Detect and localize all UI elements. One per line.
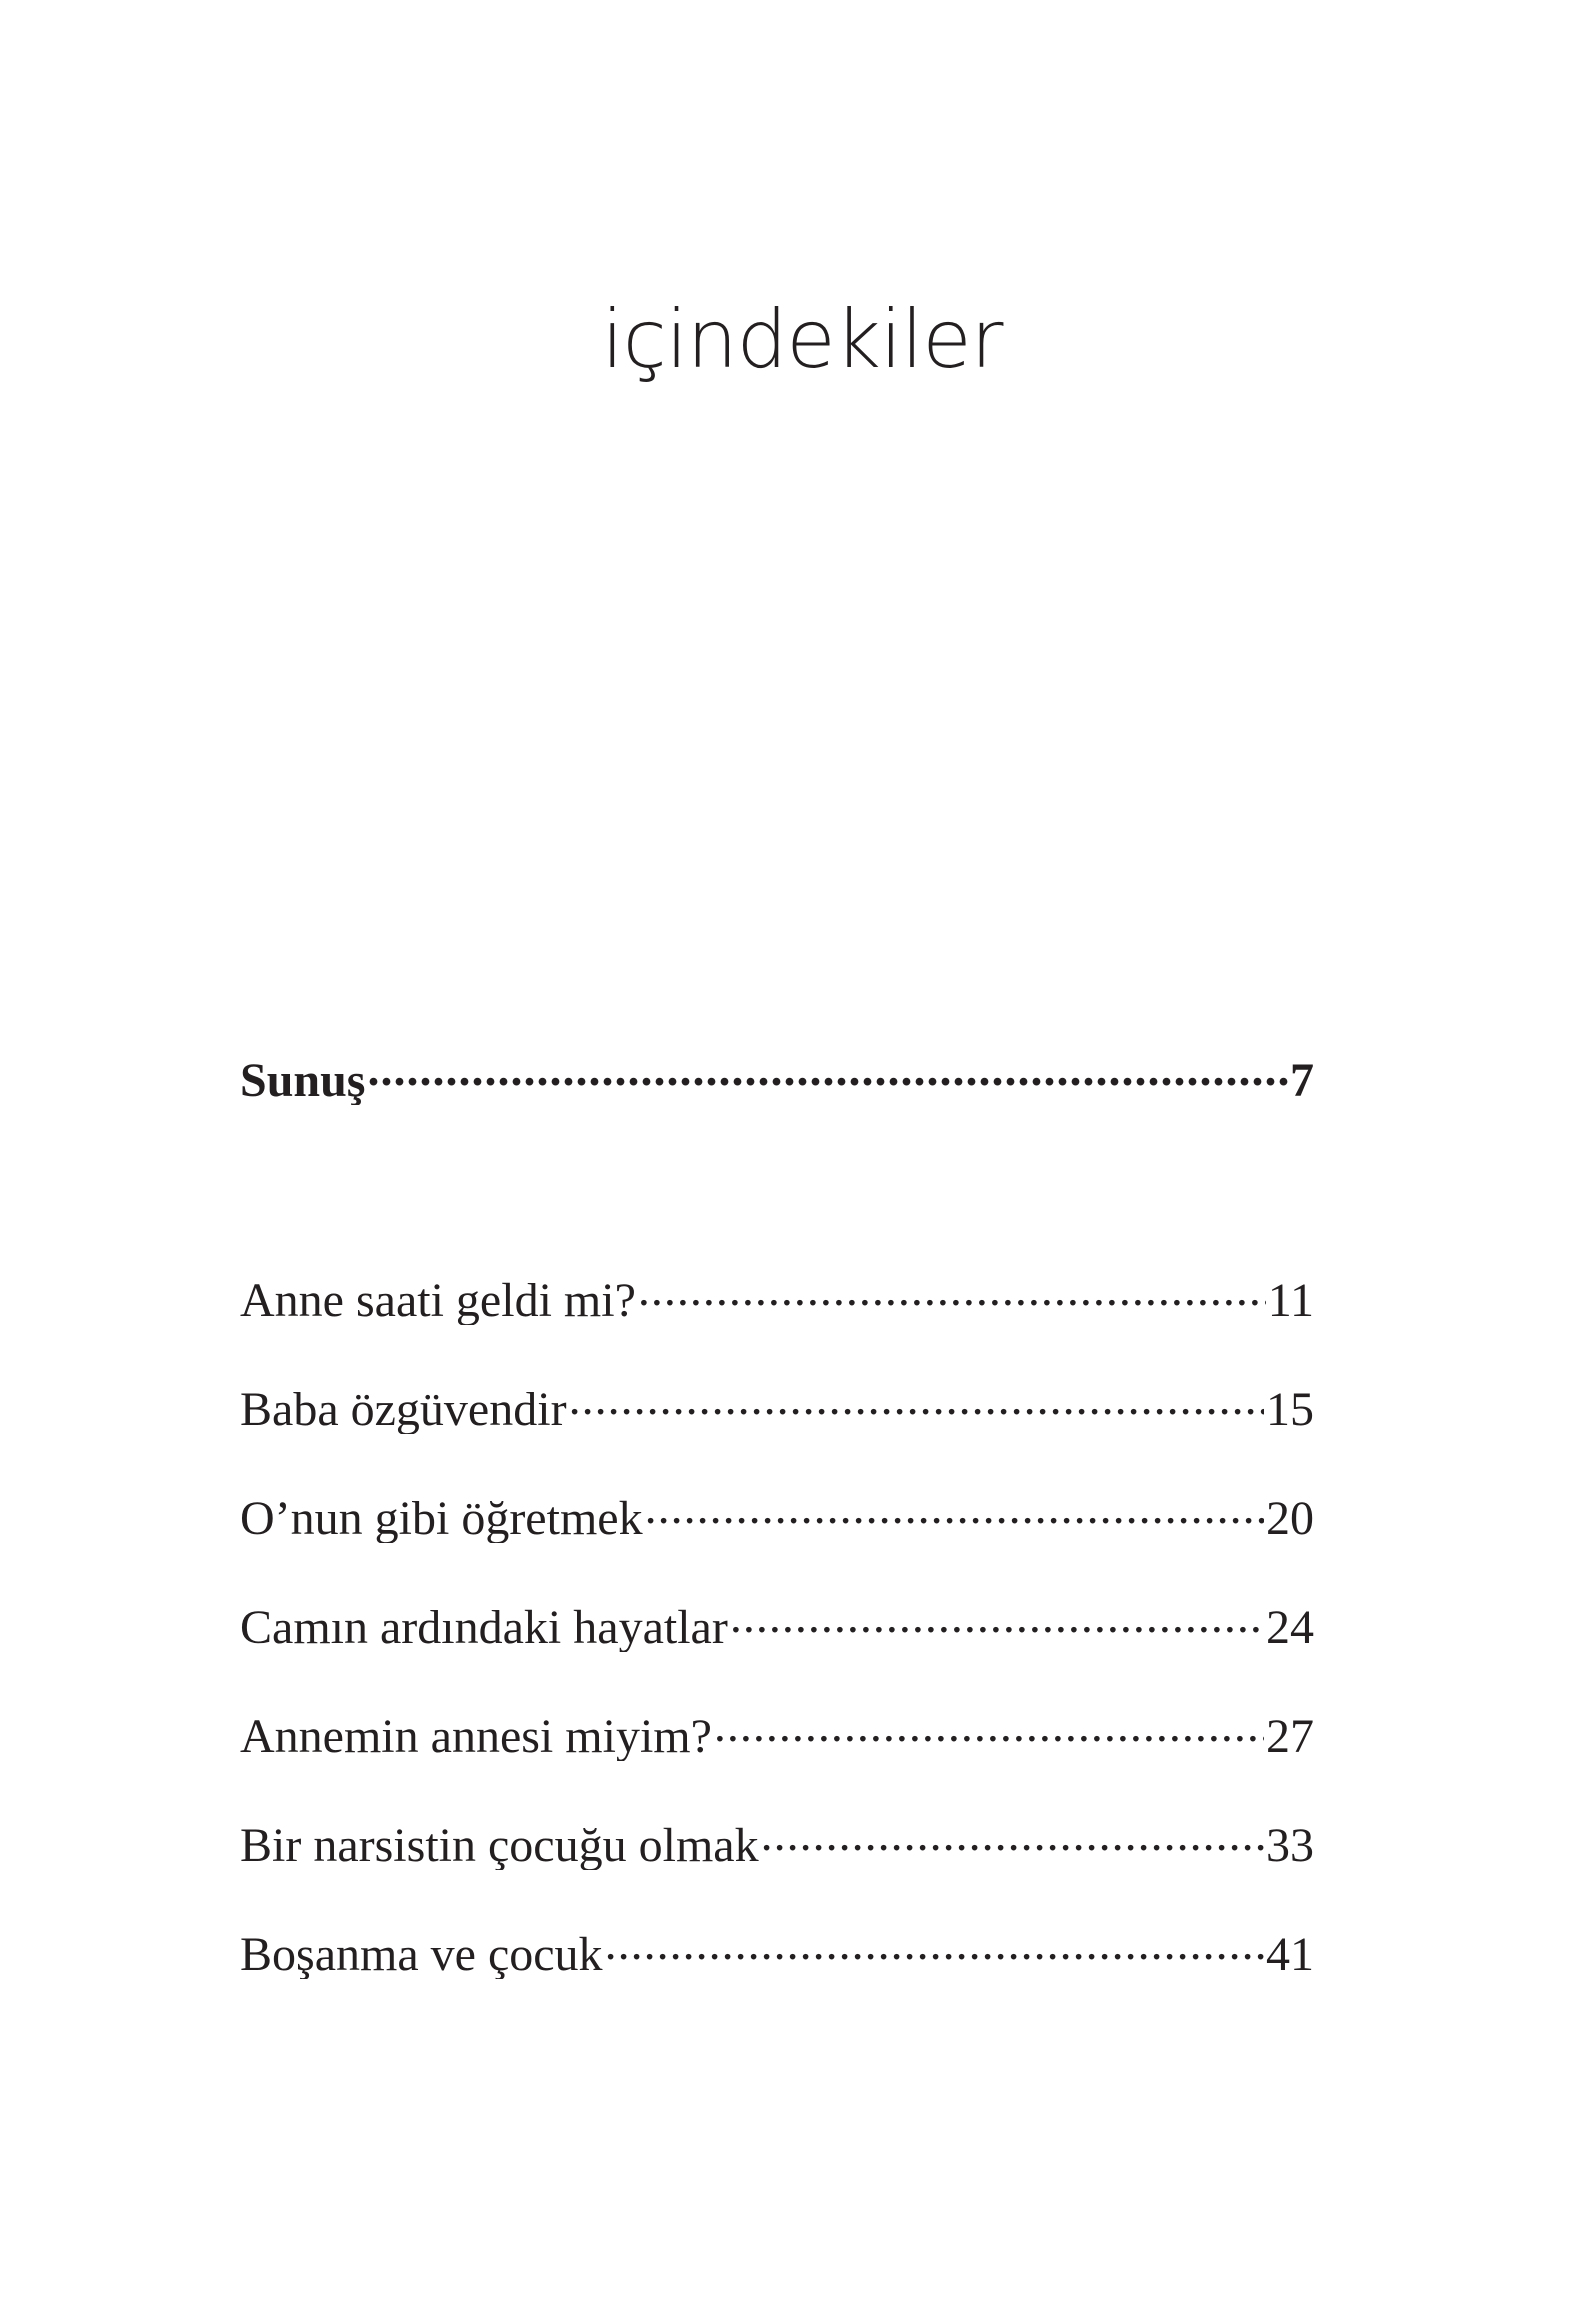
toc-entry[interactable] — [240, 1377, 1314, 1434]
toc-entry[interactable] — [240, 1268, 1314, 1325]
toc-entry-label: Annemin annesi miyim? — [240, 1710, 712, 1761]
toc-entry-page: 41 — [1266, 1928, 1314, 1979]
toc-entry-page: 24 — [1266, 1601, 1314, 1652]
toc-entry-label: Sunuş — [240, 1054, 366, 1105]
toc-entry-label: Camın ardındaki hayatlar — [240, 1601, 728, 1652]
dot-leader — [730, 1595, 1264, 1643]
toc-entry[interactable] — [240, 1486, 1314, 1543]
toc-entry-page: 20 — [1266, 1492, 1314, 1543]
dot-leader — [569, 1377, 1264, 1425]
toc-entry[interactable] — [240, 1595, 1314, 1652]
page-title: içindekiler — [601, 293, 1003, 386]
toc-entry-page: 33 — [1266, 1819, 1314, 1870]
toc-entry-page: 27 — [1266, 1710, 1314, 1761]
toc-entry-label: O’nun gibi öğretmek — [240, 1492, 643, 1543]
dot-leader — [714, 1704, 1264, 1752]
dot-leader — [761, 1813, 1264, 1861]
toc-entry-preface[interactable] — [240, 1048, 1314, 1105]
toc-entry-page: 15 — [1266, 1383, 1314, 1434]
toc-entry[interactable] — [240, 1922, 1314, 1979]
toc-entry-label: Anne saati geldi mi? — [240, 1274, 636, 1325]
toc-entry[interactable] — [240, 1813, 1314, 1870]
dot-leader — [638, 1268, 1266, 1316]
toc-entry[interactable] — [240, 1704, 1314, 1761]
dot-leader — [605, 1922, 1264, 1970]
toc-entry-label: Boşanma ve çocuk — [240, 1928, 603, 1979]
toc-entry-page: 7 — [1290, 1054, 1314, 1105]
toc-entry-label: Bir narsistin çocuğu olmak — [240, 1819, 759, 1870]
toc-entry-label: Baba özgüvendir — [240, 1383, 567, 1434]
dot-leader — [367, 1048, 1288, 1096]
toc-entry-page: 11 — [1267, 1274, 1314, 1325]
dot-leader — [645, 1486, 1264, 1534]
